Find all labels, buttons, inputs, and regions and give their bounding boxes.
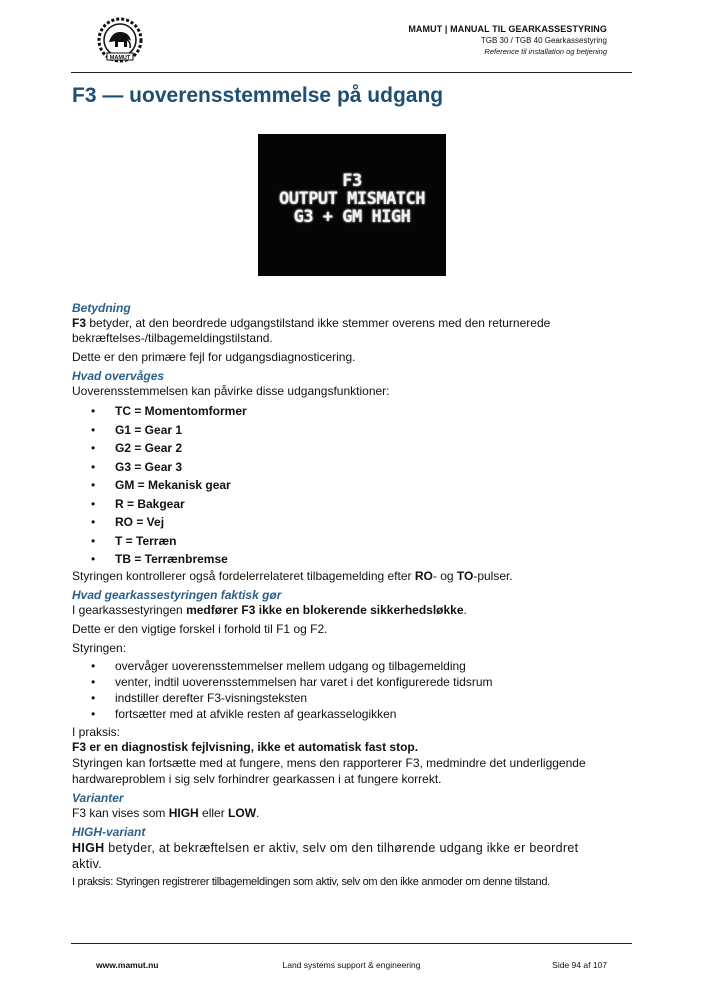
paragraph: Styringen: bbox=[72, 640, 127, 655]
section-heading-overvages: Hvad overvåges bbox=[72, 369, 165, 383]
paragraph: Dette er den vigtige forskel i forhold til F1 og F2. bbox=[72, 621, 328, 636]
section-heading-faktisk: Hvad gearkassestyringen faktisk gør bbox=[72, 587, 282, 602]
list-item: • RO = Vej bbox=[72, 513, 612, 532]
list-item: • overvåger uoverensstemmelser mellem udgang og tilbagemelding bbox=[72, 658, 612, 674]
header-subtitle-italic: Reference til installation og betjening bbox=[484, 47, 607, 56]
footer-website-link[interactable]: www.mamut.nu bbox=[96, 960, 159, 970]
paragraph: I praksis: bbox=[72, 724, 121, 739]
list-item: • T = Terræn bbox=[72, 532, 612, 551]
paragraph: HIGH betyder, at bekræftelsen er aktiv, selv om den tilhørende udgang ikke er beordret aktiv. bbox=[72, 840, 579, 871]
list-item: • indstiller derefter F3-visningsteksten bbox=[72, 690, 612, 706]
header-title: MAMUT | MANUAL TIL GEARKASSESTYRING bbox=[408, 24, 607, 34]
footer-divider bbox=[71, 943, 632, 944]
display-line-2: OUTPUT MISMATCH bbox=[278, 189, 426, 209]
controller-actions-list bbox=[72, 658, 612, 722]
header-subtitle: TGB 30 / TGB 40 Gearkassestyring bbox=[480, 36, 607, 45]
display-photo bbox=[258, 134, 446, 276]
paragraph: I praksis: Styringen registrerer tilbagemeldingen som aktiv, selv om den ikke anmoder om denne tilstand. bbox=[72, 875, 550, 888]
list-item: • venter, indtil uoverensstemmelsen har varet i det konfigurerede tidsrum bbox=[72, 674, 612, 690]
page-title: F3 — uoverensstemmelse på udgang bbox=[72, 84, 444, 107]
display-line-3: G3 + GM HIGH bbox=[293, 207, 411, 227]
section-heading-high: HIGH-variant bbox=[72, 824, 146, 839]
section-heading-betydning: Betydning bbox=[72, 301, 131, 315]
display-line-1: F3 bbox=[342, 171, 362, 191]
footer-page-number: Side 94 af 107 bbox=[552, 960, 607, 970]
svg-text:MAMUT: MAMUT bbox=[109, 55, 131, 61]
list-item: • R = Bakgear bbox=[72, 495, 612, 514]
mamut-logo bbox=[94, 16, 146, 66]
header-divider bbox=[71, 72, 632, 73]
paragraph: F3 kan vises som HIGH eller LOW. bbox=[72, 805, 260, 820]
paragraph: F3 betyder, at den beordrede udgangstilstand ikke stemmer overens med den returnerede bekræftelses-/tilbagemeldingstilstand. bbox=[72, 316, 551, 345]
paragraph: I gearkassestyringen medfører F3 ikke en blokerende sikkerhedsløkke. bbox=[72, 602, 467, 617]
list-item: • G3 = Gear 3 bbox=[72, 458, 612, 477]
footer-tagline: Land systems support & engineering bbox=[282, 960, 421, 970]
paragraph-bold: F3 er en diagnostisk fejlvisning, ikke et automatisk fast stop. bbox=[72, 739, 419, 754]
list-item: • TB = Terrænbremse bbox=[72, 550, 612, 569]
list-item: • GM = Mekanisk gear bbox=[72, 476, 612, 495]
paragraph: Uoverensstemmelsen kan påvirke disse udgangsfunktioner: bbox=[72, 384, 390, 398]
paragraph: Styringen kontrollerer også fordelerrelateret tilbagemelding efter RO- og TO-pulser. bbox=[72, 568, 513, 583]
list-item: • G2 = Gear 2 bbox=[72, 439, 612, 458]
paragraph: Dette er den primære fejl for udgangsdiagnosticering. bbox=[72, 350, 356, 364]
paragraph: Styringen kan fortsætte med at fungere, mens den rapporterer F3, medmindre det underliggende hardwareproblem i sig selv forhindrer gearkassen i at fungere korrekt. bbox=[72, 755, 586, 786]
list-item: • TC = Momentomformer bbox=[72, 402, 612, 421]
list-item: • G1 = Gear 1 bbox=[72, 421, 612, 440]
section-heading-varianter: Varianter bbox=[72, 790, 124, 805]
document-body bbox=[72, 299, 612, 894]
list-item: • fortsætter med at afvikle resten af gearkasselogikken bbox=[72, 706, 612, 722]
page-header bbox=[0, 0, 703, 73]
output-function-list bbox=[72, 402, 612, 569]
